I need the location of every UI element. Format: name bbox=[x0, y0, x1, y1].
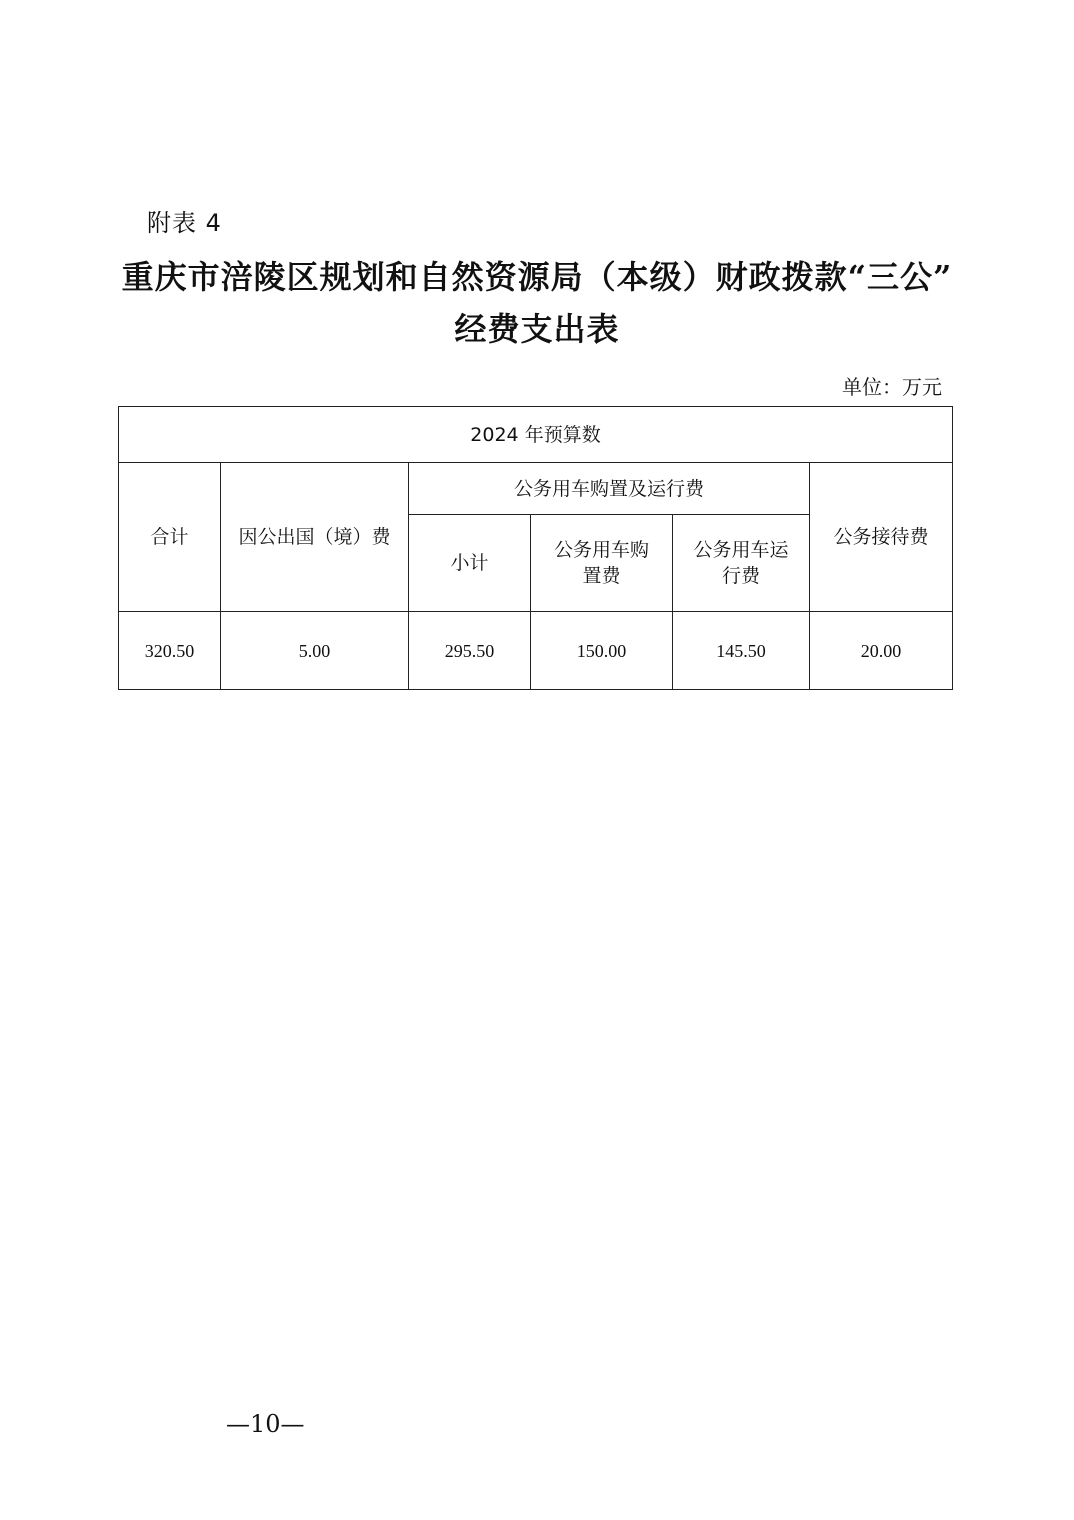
annex-label: 附表 4 bbox=[147, 209, 222, 237]
header-budget-year: 2024 年预算数 bbox=[119, 407, 953, 463]
table-row bbox=[119, 612, 953, 690]
header-total: 合计 bbox=[119, 463, 221, 612]
header-vehicle-operation: 公务用车运行费 bbox=[673, 515, 810, 612]
header-vehicle-subtotal: 小计 bbox=[409, 515, 531, 612]
header-overseas: 因公出国（境）费 bbox=[221, 463, 409, 612]
value-reception: 20.00 bbox=[810, 612, 953, 690]
unit-label: 单位：万元 bbox=[842, 375, 942, 399]
header-vehicle-purchase: 公务用车购置费 bbox=[531, 515, 673, 612]
value-vehicle-subtotal: 295.50 bbox=[409, 612, 531, 690]
value-overseas: 5.00 bbox=[221, 612, 409, 690]
value-vehicle-purchase: 150.00 bbox=[531, 612, 673, 690]
table-header-row-year bbox=[119, 407, 953, 463]
table-header-row-main bbox=[119, 463, 953, 515]
header-reception: 公务接待费 bbox=[810, 463, 953, 612]
value-total: 320.50 bbox=[119, 612, 221, 690]
header-vehicle-group: 公务用车购置及运行费 bbox=[409, 463, 810, 515]
page-number: —10— bbox=[226, 1410, 305, 1438]
budget-table bbox=[118, 406, 953, 690]
document-title-line-2: 经费支出表 bbox=[454, 310, 620, 348]
value-vehicle-operation: 145.50 bbox=[673, 612, 810, 690]
document-title-line-1: 重庆市涪陵区规划和自然资源局（本级）财政拨款“三公” bbox=[121, 258, 953, 296]
